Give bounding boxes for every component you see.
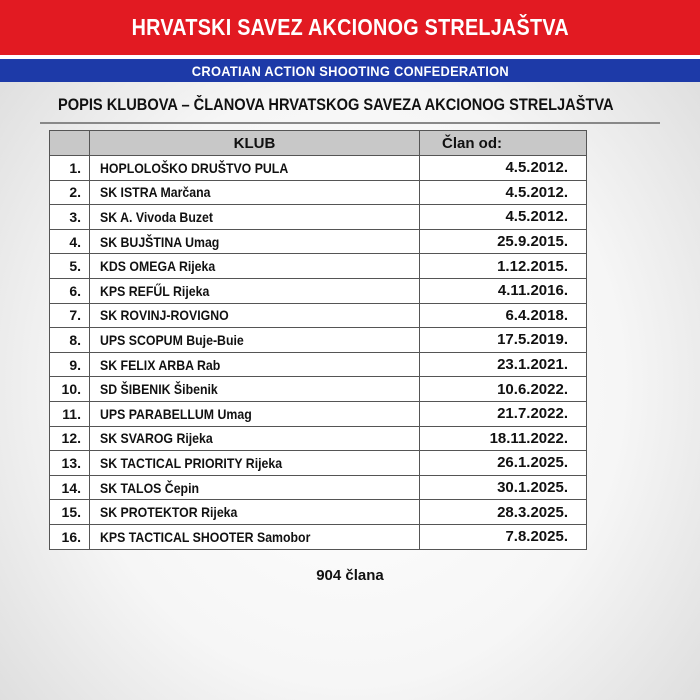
club-cell	[90, 229, 420, 254]
title-divider	[40, 122, 660, 124]
table-row	[50, 229, 587, 254]
table-row	[50, 254, 587, 279]
table-row	[50, 377, 587, 402]
club-cell	[90, 377, 420, 402]
clubs-table	[49, 130, 587, 550]
row-number: 11.	[50, 401, 90, 426]
row-number: 9.	[50, 352, 90, 377]
club-cell	[90, 156, 420, 181]
club-cell	[90, 451, 420, 476]
row-number: 5.	[50, 254, 90, 279]
table-header-row	[50, 131, 587, 156]
member-since-date: 6.4.2018.	[420, 303, 587, 328]
row-number: 15.	[50, 500, 90, 525]
table-row	[50, 475, 587, 500]
table-row	[50, 278, 587, 303]
member-since-date: 26.1.2025.	[420, 451, 587, 476]
club-cell	[90, 278, 420, 303]
header-banner	[0, 0, 700, 55]
table-row	[50, 180, 587, 205]
member-since-date: 17.5.2019.	[420, 328, 587, 353]
row-number: 16.	[50, 524, 90, 549]
header-title: HRVATSKI SAVEZ AKCIONOG STRELJAŠTVA	[131, 14, 569, 40]
table-row	[50, 156, 587, 181]
club-cell	[90, 500, 420, 525]
row-number: 14.	[50, 475, 90, 500]
table-row	[50, 451, 587, 476]
club-name: SK ROVINJ-ROVIGNO	[100, 307, 229, 324]
club-cell	[90, 401, 420, 426]
table-row	[50, 500, 587, 525]
club-cell	[90, 254, 420, 279]
table-row	[50, 328, 587, 353]
header-subtitle: CROATIAN ACTION SHOOTING CONFEDERATION	[191, 62, 509, 79]
club-cell	[90, 303, 420, 328]
member-since-date: 18.11.2022.	[420, 426, 587, 451]
table-row	[50, 303, 587, 328]
table-row	[50, 524, 587, 549]
club-name: HOPLOLOŠKO DRUŠTVO PULA	[100, 159, 289, 176]
member-total: 904 člana	[316, 567, 384, 584]
table-row	[50, 352, 587, 377]
row-number: 1.	[50, 156, 90, 181]
row-number: 13.	[50, 451, 90, 476]
table-row	[50, 205, 587, 230]
club-name: SK TALOS Čepin	[100, 479, 200, 496]
club-name: SK TACTICAL PRIORITY Rijeka	[100, 454, 283, 471]
club-name: KDS OMEGA Rijeka	[100, 258, 216, 275]
member-since-date: 25.9.2015.	[420, 229, 587, 254]
header-num	[50, 131, 90, 156]
member-since-date: 4.5.2012.	[420, 180, 587, 205]
list-title: POPIS KLUBOVA – ČLANOVA HRVATSKOG SAVEZA AKCIONOG STRELJAŠTVA	[58, 95, 614, 114]
member-since-date: 10.6.2022.	[420, 377, 587, 402]
member-since-date: 4.11.2016.	[420, 278, 587, 303]
table-row	[50, 426, 587, 451]
member-since-date: 4.5.2012.	[420, 205, 587, 230]
club-name: SK BUJŠTINA Umag	[100, 233, 220, 250]
row-number: 3.	[50, 205, 90, 230]
row-number: 7.	[50, 303, 90, 328]
header-club: KLUB	[90, 131, 420, 156]
club-name: KPS REFŰL Rijeka	[100, 282, 210, 299]
member-since-date: 23.1.2021.	[420, 352, 587, 377]
row-number: 10.	[50, 377, 90, 402]
club-name: SK PROTEKTOR Rijeka	[100, 504, 238, 521]
club-name: SK A. Vivoda Buzet	[100, 208, 213, 225]
club-name: SD ŠIBENIK Šibenik	[100, 381, 218, 398]
header-date: Član od:	[420, 131, 587, 156]
club-cell	[90, 352, 420, 377]
row-number: 12.	[50, 426, 90, 451]
club-name: SK SVAROG Rijeka	[100, 430, 213, 447]
club-cell	[90, 475, 420, 500]
club-name: KPS TACTICAL SHOOTER Samobor	[100, 528, 311, 545]
club-cell	[90, 426, 420, 451]
club-cell	[90, 524, 420, 549]
club-name: UPS SCOPUM Buje-Buie	[100, 331, 244, 348]
club-name: SK FELIX ARBA Rab	[100, 356, 221, 373]
member-since-date: 4.5.2012.	[420, 156, 587, 181]
row-number: 4.	[50, 229, 90, 254]
club-cell	[90, 180, 420, 205]
member-since-date: 30.1.2025.	[420, 475, 587, 500]
table-row	[50, 401, 587, 426]
member-since-date: 1.12.2015.	[420, 254, 587, 279]
club-name: UPS PARABELLUM Umag	[100, 405, 252, 422]
club-name: SK ISTRA Marčana	[100, 184, 211, 201]
club-cell	[90, 328, 420, 353]
member-since-date: 21.7.2022.	[420, 401, 587, 426]
member-since-date: 28.3.2025.	[420, 500, 587, 525]
row-number: 2.	[50, 180, 90, 205]
subheader-banner	[0, 59, 700, 82]
row-number: 6.	[50, 278, 90, 303]
member-since-date: 7.8.2025.	[420, 524, 587, 549]
club-cell	[90, 205, 420, 230]
row-number: 8.	[50, 328, 90, 353]
